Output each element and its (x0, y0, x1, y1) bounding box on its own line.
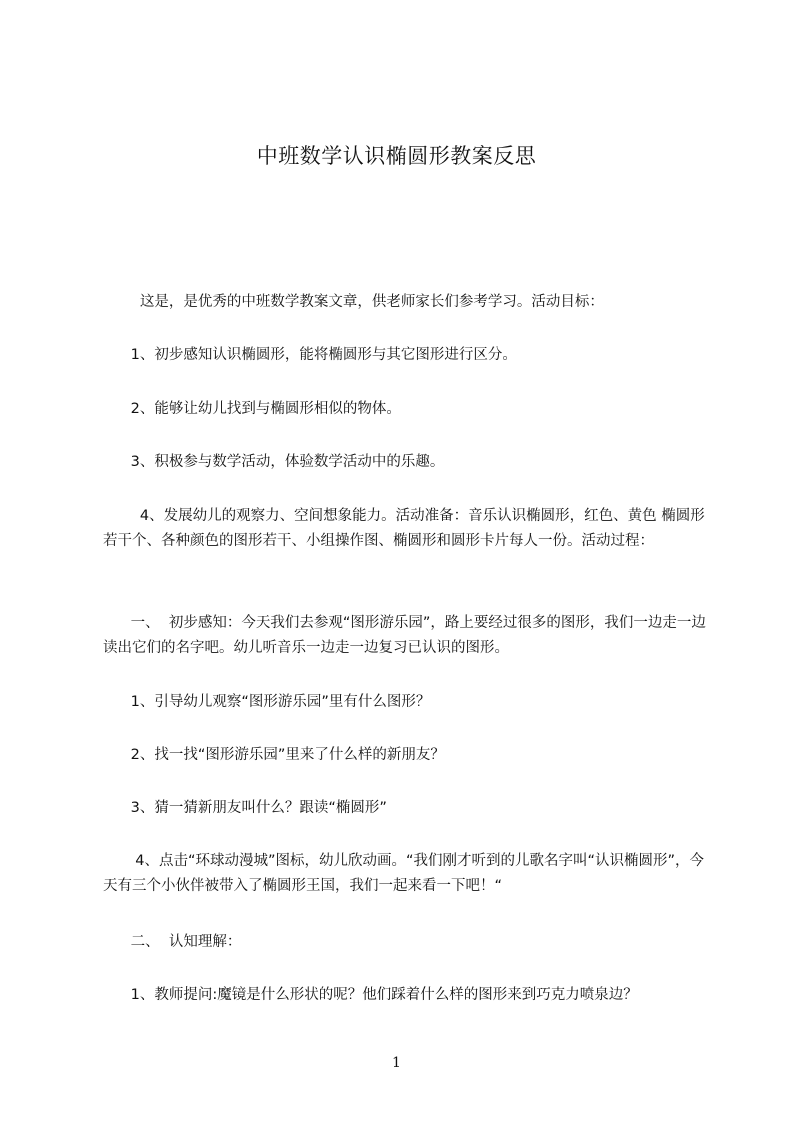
paragraph-step-1: 1、引导幼儿观察“图形游乐园”里有什么图形？ (103, 694, 431, 710)
document-title: 中班数学认识椭圆形教案反思 (256, 144, 537, 168)
paragraph-step-2: 2、找一找“图形游乐园”里来了什么样的新朋友？ (103, 747, 445, 763)
paragraph-step-4: 4、点击“环球动漫城”图标，幼儿欣动画。“我们刚才听到的儿歌名字叫“认识椭圆形”，今天有三个小伙伴被带入了椭圆形王国，我们一起来看一下吧！“ (103, 853, 705, 894)
paragraph-goal-1: 1、初步感知认识椭圆形，能将椭圆形与其它图形进行区分。 (103, 347, 517, 363)
page-number: 1 (392, 1055, 401, 1071)
paragraph-goal-4-preparation: 4、发展幼儿的观察力、空间想象能力。活动准备：音乐认识椭圆形，红色、黄色 椭圆形若干个、各种颜色的图形若干、小组操作图、椭圆形和圆形卡片每人一份。活动过程： (103, 508, 705, 549)
paragraph-question-1: 1、教师提问:魔镜是什么形状的呢？他们踩着什么样的图形来到巧克力喷泉边？ (103, 987, 638, 1003)
paragraph-step-3: 3、猜一猜新朋友叫什么？跟读“椭圆形” (103, 800, 387, 816)
paragraph-goal-2: 2、能够让幼儿找到与椭圆形相似的物体。 (103, 401, 401, 417)
paragraph-section-1: 一、 初步感知：今天我们去参观“图形游乐园”，路上要经过很多的图形，我们一边走一边读出它们的名字吧。幼儿听音乐一边走一边复习已认识的图形。 (103, 615, 706, 656)
paragraph-section-2: 二、 认知理解： (103, 934, 242, 950)
paragraph-intro: 这是，是优秀的中班数学教案文章，供老师家长们参考学习。活动目标： (103, 294, 604, 310)
paragraph-goal-3: 3、积极参与数学活动，体验数学活动中的乐趣。 (103, 454, 445, 470)
